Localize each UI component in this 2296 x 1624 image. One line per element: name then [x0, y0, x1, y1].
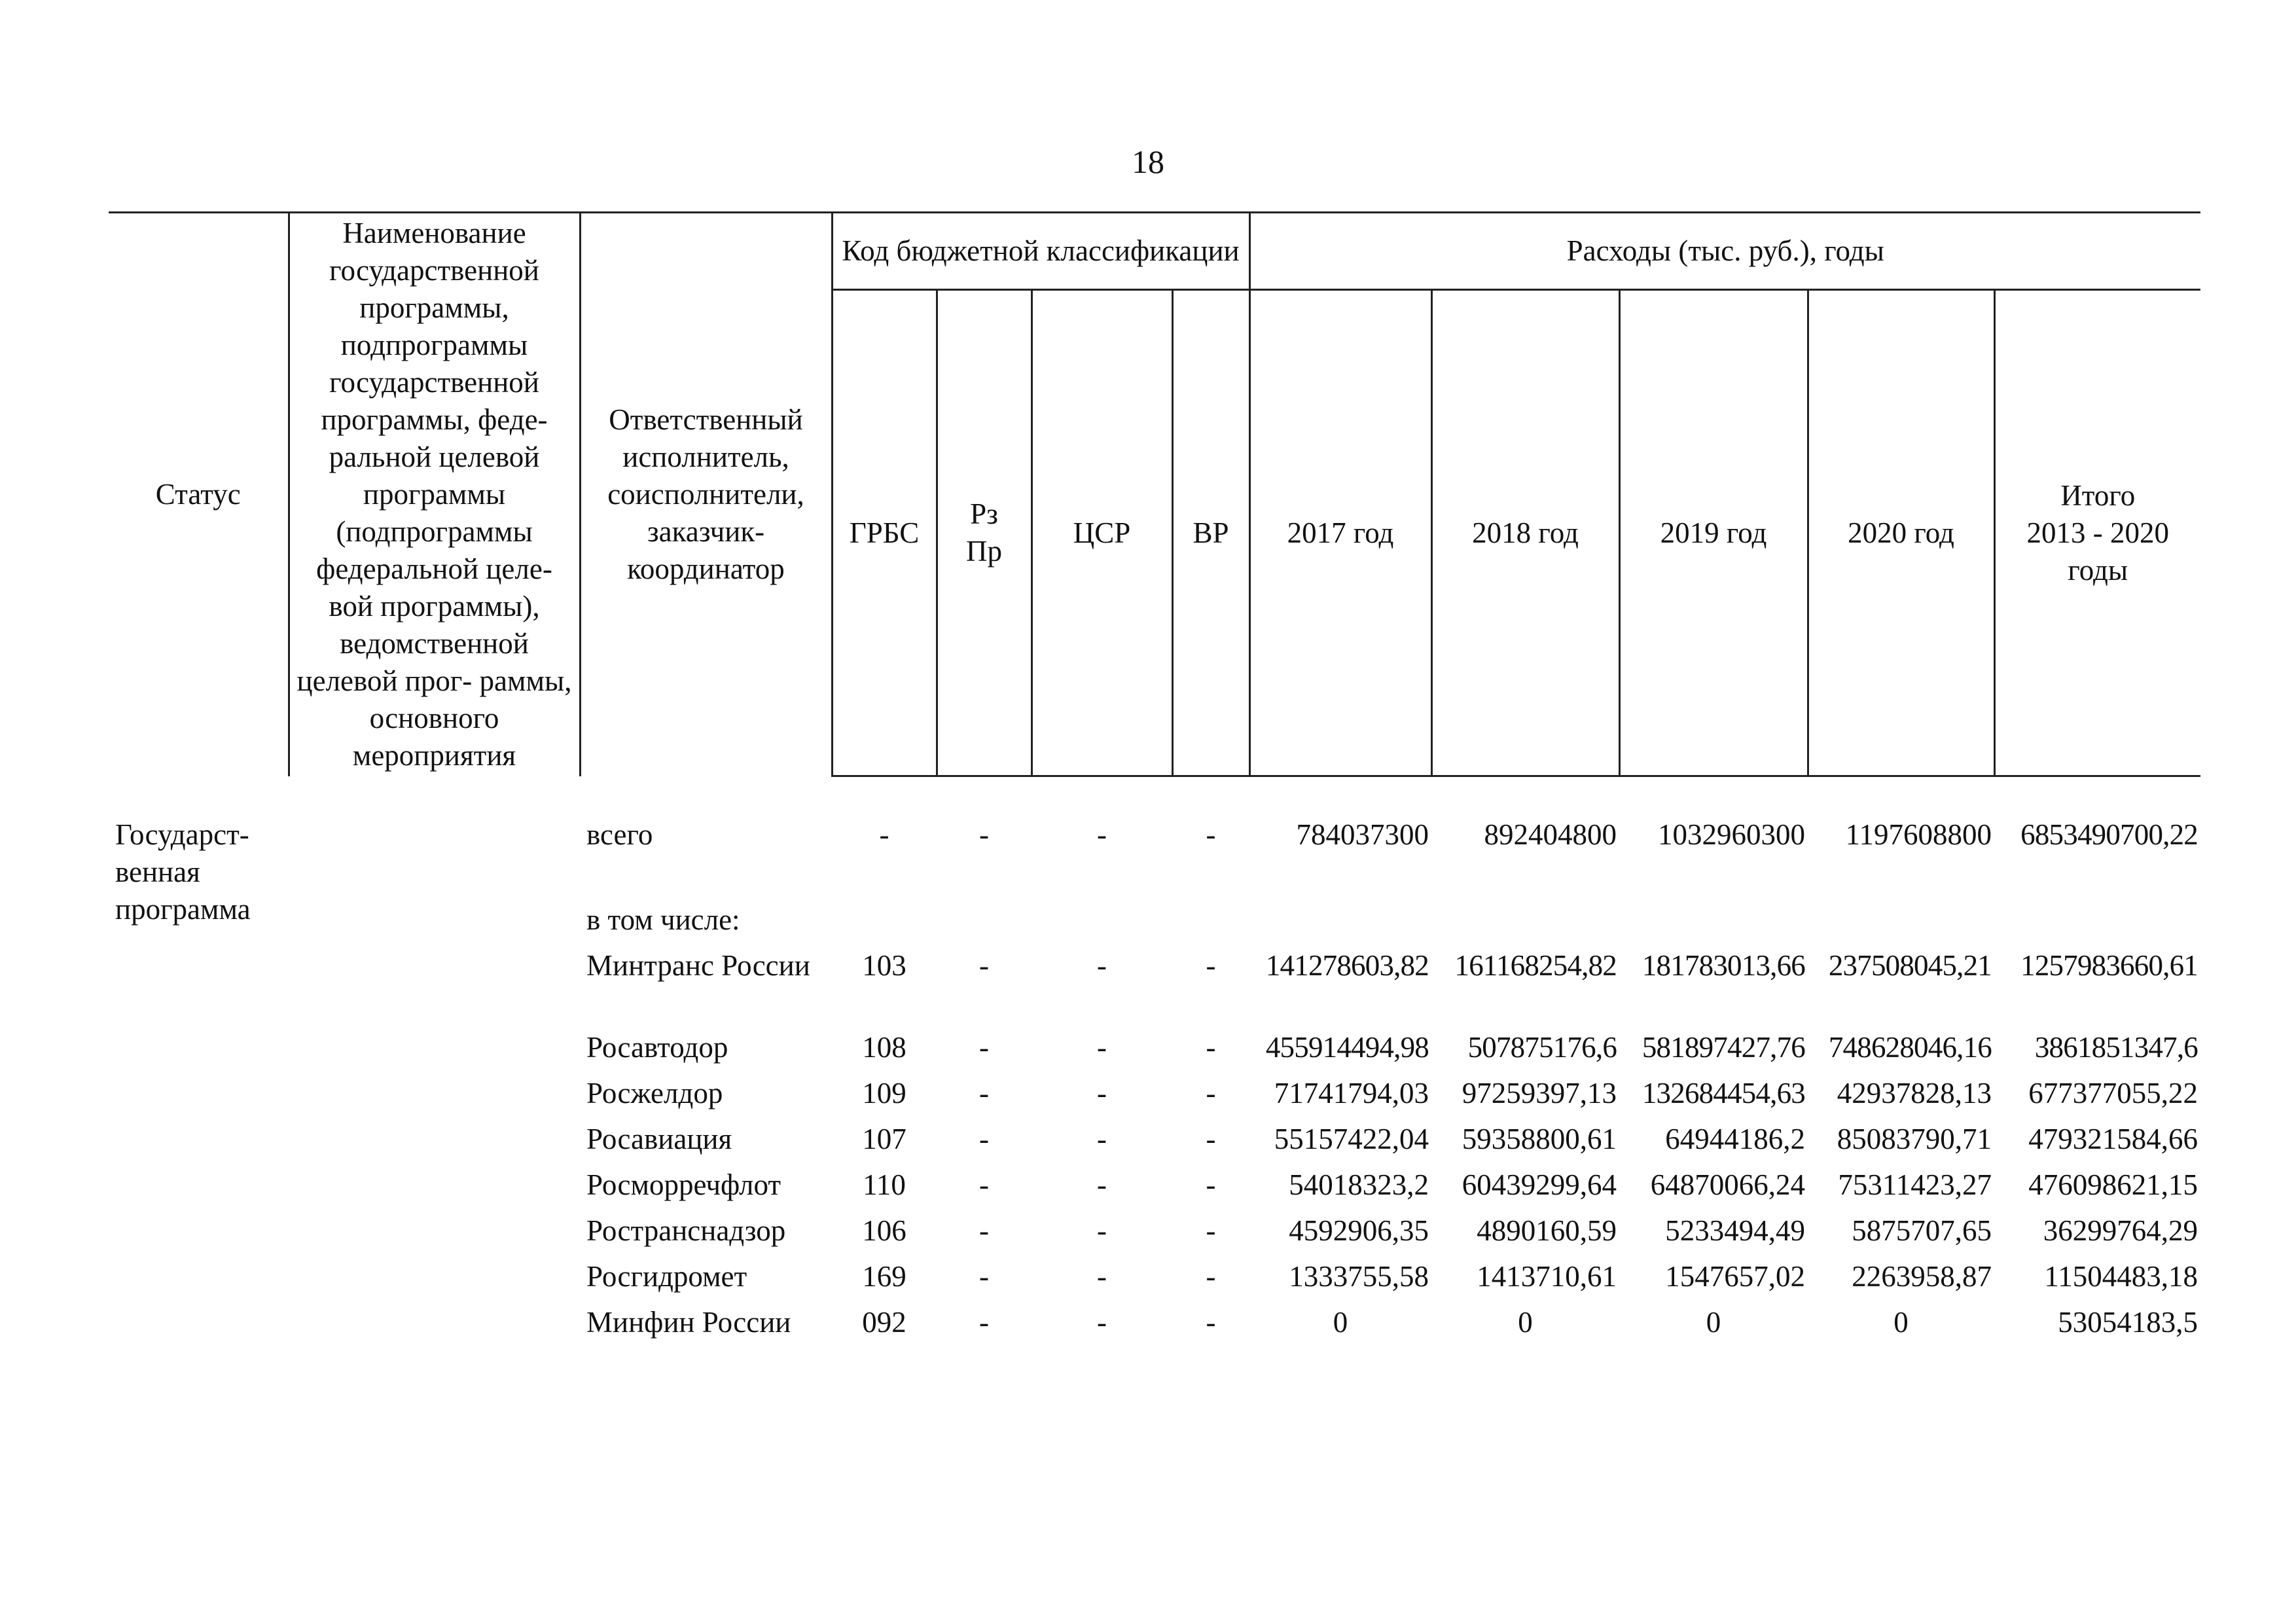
row-y2017: 4592906,35 — [1289, 1214, 1429, 1247]
header-rz-pr — [937, 290, 1031, 776]
header-total-line2: 2013 - 2020 — [2026, 516, 2170, 549]
row-y2018: 507875176,6 — [1467, 1031, 1617, 1064]
header-budget-code-group: Код бюджетной классификации — [832, 213, 1249, 290]
program-vr: - — [1206, 818, 1216, 851]
row-y2019: 64944186,2 — [1665, 1123, 1806, 1155]
row-executor: Росгидромет — [586, 1260, 747, 1293]
row-rzpr: - — [979, 1214, 989, 1247]
row-y2020: 2263958,87 — [1852, 1260, 1992, 1293]
row-y2018: 60439299,64 — [1462, 1168, 1617, 1201]
row-y2019: 64870066,24 — [1650, 1168, 1806, 1201]
row-y2017: 54018323,2 — [1289, 1168, 1429, 1201]
program-total-row — [109, 803, 2200, 901]
row-y2018: 97259397,13 — [1462, 1077, 1617, 1110]
program-total: 6853490700,22 — [2020, 818, 2198, 851]
row-total: 3861851347,6 — [2034, 1031, 2198, 1064]
row-executor: Минфин России — [586, 1306, 791, 1339]
row-y2020: 237508045,21 — [1828, 949, 1992, 982]
header-total-line1: Итого — [2060, 478, 2136, 512]
row-csr: - — [1097, 1260, 1107, 1293]
row-vr: - — [1206, 949, 1216, 982]
row-y2019: 132684454,63 — [1641, 1077, 1806, 1110]
row-total: 677377055,22 — [2028, 1077, 2198, 1110]
row-executor: Минтранс России — [586, 949, 810, 982]
row-y2019: 1547657,02 — [1665, 1260, 1806, 1293]
row-rzpr: - — [979, 1306, 989, 1339]
header-grbs: ГРБС — [832, 290, 937, 776]
header-pr: Пр — [966, 535, 1002, 568]
header-total — [1994, 290, 2200, 776]
header-year-2018: 2018 год — [1431, 290, 1619, 776]
header-executor: Ответственный исполнитель, соисполнители, заказчик- координатор — [580, 213, 832, 776]
program-y2019: 1032960300 — [1658, 818, 1806, 851]
row-rzpr: - — [979, 949, 989, 982]
row-csr: - — [1097, 1077, 1107, 1110]
program-name-cell — [289, 803, 580, 1350]
row-vr: - — [1206, 1031, 1216, 1064]
row-grbs: 109 — [862, 1077, 906, 1110]
row-grbs: 107 — [862, 1123, 906, 1155]
page-number: 18 — [1132, 143, 1164, 180]
header-rz: Рз — [970, 497, 998, 530]
row-rzpr: - — [979, 1168, 989, 1201]
row-executor: Росжелдор — [586, 1077, 723, 1110]
row-y2017: 55157422,04 — [1274, 1123, 1429, 1155]
row-total: 53054183,5 — [2058, 1306, 2198, 1339]
row-y2017: 455914494,98 — [1265, 1031, 1429, 1064]
row-grbs: 106 — [862, 1214, 906, 1247]
row-executor: Росавиация — [586, 1123, 732, 1155]
row-vr: - — [1206, 1260, 1216, 1293]
row-y2020: 75311423,27 — [1838, 1168, 1992, 1201]
row-total: 476098621,15 — [2028, 1168, 2198, 1201]
header-year-2017: 2017 год — [1249, 290, 1431, 776]
spacer-row — [109, 776, 2200, 804]
program-y2020: 1197608800 — [1845, 818, 1992, 851]
row-y2018: 161168254,82 — [1454, 949, 1617, 982]
table-body — [109, 776, 2200, 1350]
header-status: Статус — [109, 213, 289, 776]
row-y2019: 581897427,76 — [1641, 1031, 1806, 1064]
header-year-2020: 2020 год — [1808, 290, 1994, 776]
row-rzpr: - — [979, 1031, 989, 1064]
row-y2019: 0 — [1706, 1306, 1721, 1339]
row-csr: - — [1097, 1031, 1107, 1064]
header-program-name: Наименование государственной программы, подпрограммы государственной программы, феде- ральной целевой программы (подпрограммы федеральной целе- вой программы), ведомственной целевой прог- раммы, основного мероприятия — [289, 213, 580, 776]
row-y2018: 0 — [1518, 1306, 1533, 1339]
row-total: 1257983660,61 — [2020, 949, 2198, 982]
header-year-2019: 2019 год — [1619, 290, 1808, 776]
including-label: в том числе: — [586, 903, 740, 936]
program-csr: - — [1097, 818, 1107, 851]
row-total: 36299764,29 — [2043, 1214, 2198, 1247]
program-grbs: - — [879, 818, 889, 851]
row-y2019: 181783013,66 — [1641, 949, 1806, 982]
row-grbs: 092 — [862, 1306, 906, 1339]
row-y2019: 5233494,49 — [1665, 1214, 1806, 1247]
header-total-line3: годы — [2068, 553, 2128, 586]
row-total: 11504483,18 — [2044, 1260, 2198, 1293]
row-y2017: 1333755,58 — [1289, 1260, 1429, 1293]
row-vr: - — [1206, 1214, 1216, 1247]
row-csr: - — [1097, 1168, 1107, 1201]
table-header — [109, 213, 2200, 776]
row-y2018: 4890160,59 — [1477, 1214, 1617, 1247]
row-total: 479321584,66 — [2028, 1123, 2198, 1155]
row-y2020: 85083790,71 — [1837, 1123, 1992, 1155]
row-rzpr: - — [979, 1077, 989, 1110]
program-y2017: 784037300 — [1296, 818, 1429, 851]
row-y2017: 141278603,82 — [1265, 949, 1429, 982]
row-grbs: 108 — [862, 1031, 906, 1064]
header-vr: ВР — [1172, 290, 1249, 776]
row-vr: - — [1206, 1077, 1216, 1110]
program-status: Государст- венная программа — [115, 818, 251, 926]
header-row-1 — [109, 213, 2200, 290]
row-rzpr: - — [979, 1260, 989, 1293]
row-executor: Ространснадзор — [586, 1214, 786, 1247]
row-grbs: 103 — [862, 949, 906, 982]
row-executor: Росморречфлот — [586, 1168, 781, 1201]
row-y2017: 71741794,03 — [1274, 1077, 1429, 1110]
row-executor: Росавтодор — [586, 1031, 728, 1064]
budget-table-container — [109, 211, 2200, 1350]
program-y2018: 892404800 — [1484, 818, 1617, 851]
row-vr: - — [1206, 1123, 1216, 1155]
row-rzpr: - — [979, 1123, 989, 1155]
row-y2018: 59358800,61 — [1462, 1123, 1617, 1155]
row-grbs: 169 — [862, 1260, 906, 1293]
row-y2018: 1413710,61 — [1477, 1260, 1617, 1293]
program-executor: всего — [586, 818, 653, 851]
header-csr: ЦСР — [1031, 290, 1172, 776]
row-csr: - — [1097, 1123, 1107, 1155]
row-vr: - — [1206, 1168, 1216, 1201]
row-y2017: 0 — [1333, 1306, 1348, 1339]
spacer-cell — [109, 776, 2200, 804]
row-y2020: 0 — [1893, 1306, 1909, 1339]
row-csr: - — [1097, 949, 1107, 982]
program-rzpr: - — [979, 818, 989, 851]
row-y2020: 748628046,16 — [1828, 1031, 1992, 1064]
row-csr: - — [1097, 1306, 1107, 1339]
row-csr: - — [1097, 1214, 1107, 1247]
budget-expenses-table — [109, 211, 2200, 1350]
row-vr: - — [1206, 1306, 1216, 1339]
row-grbs: 110 — [863, 1168, 906, 1201]
header-expenses-group: Расходы (тыс. руб.), годы — [1249, 213, 2200, 290]
row-y2020: 42937828,13 — [1837, 1077, 1992, 1110]
row-y2020: 5875707,65 — [1852, 1214, 1992, 1247]
